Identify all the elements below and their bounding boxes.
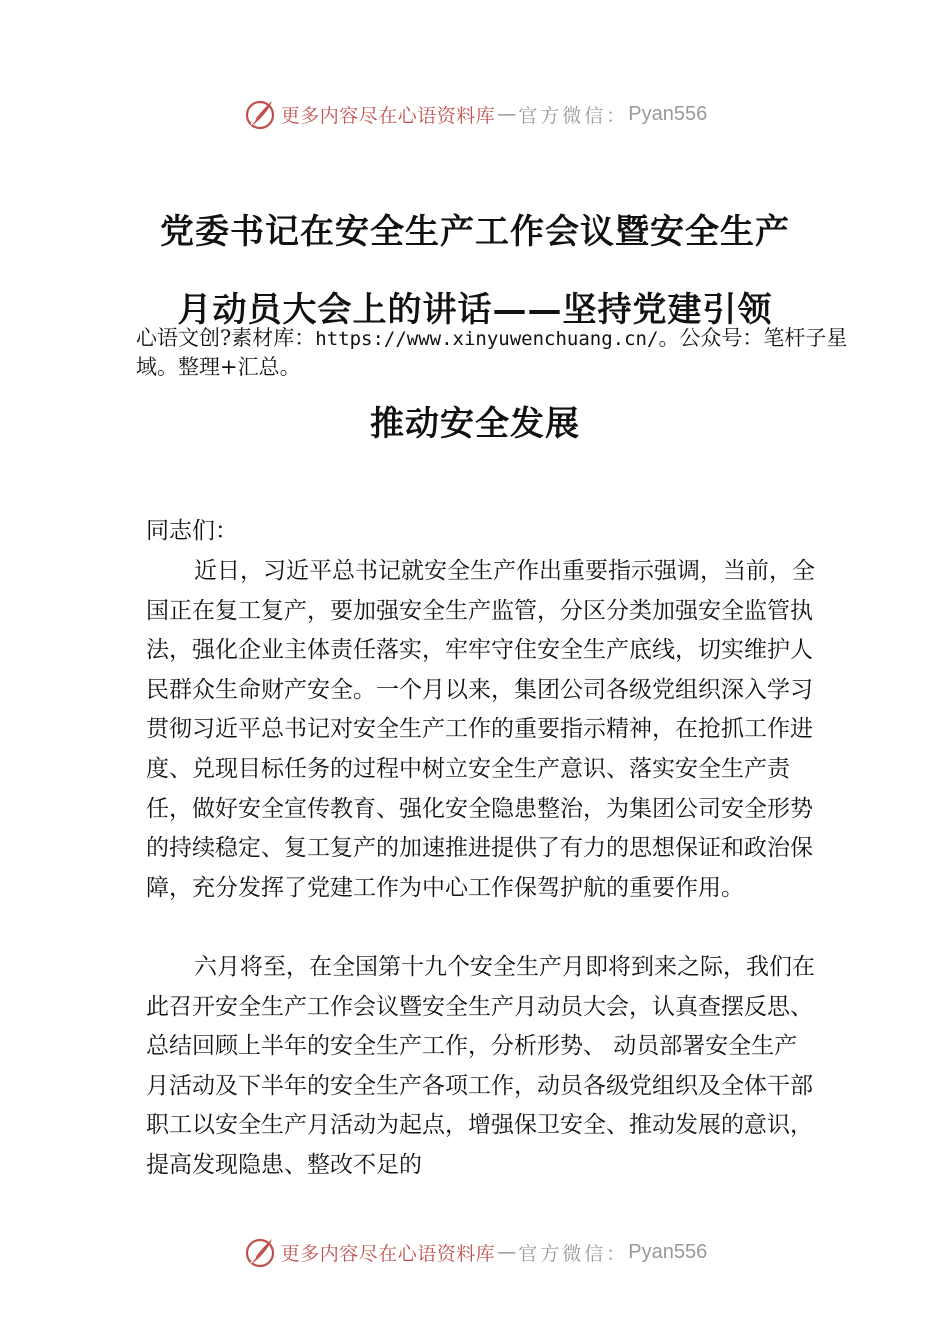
- banner-wechat-id: Pyan556: [628, 102, 708, 125]
- paragraph-2-text: 六月将至，在全国第十九个安全生产月即将到来之际，我们在此召开安全生产工作会议暨安全生产月动员大会，认真查摆反思、总结回顾上半年的安全生产工作，分析形势、 动员部署安全生产月活动及下半年的安全生产各项工作，动员各级党组织及全体干部职工以安全生产月活动为起点，增强保卫安全、推动发展的意识，提高发现隐患、整改不足的: [146, 954, 815, 1178]
- source-note-prefix: 心语文创?素材库：: [136, 326, 316, 350]
- source-note: [136, 324, 866, 381]
- paragraph-1-text: 近日，习近平总书记就安全生产作出重要指示强调，当前，全国正在复工复产，要加强安全生产监管，分区分类加强安全监管执法，强化企业主体责任落实，牢牢守住安全生产底线，切实维护人民群众生命财产安全。一个月以来，集团公司各级党组织深入学习贯彻习近平总书记对安全生产工作的重要指示精神，在抢抓工作进度、兑现目标任务的过程中树立安全生产意识、落实安全生产责任，做好安全宣传教育、强化安全隐患整治，为集团公司安全形势的持续稳定、复工复产的加速推进提供了有力的思想保证和政治保障，充分发挥了党建工作为中心工作保驾护航的重要作用。: [146, 558, 815, 901]
- doc-title-line-1: 党委书记在安全生产工作会议暨安全生产: [160, 212, 790, 252]
- banner-wechat-id: Pyan556: [628, 1240, 708, 1263]
- doc-title-line-3: 推动安全发展: [370, 404, 580, 444]
- banner-wechat-label: 官方微信：: [518, 1242, 629, 1265]
- greeting: [146, 512, 816, 552]
- banner-dash: —: [497, 1241, 517, 1263]
- banner-site-text: 更多内容尽在心语资料库: [280, 1242, 496, 1265]
- feather-pen-circle-icon: [243, 1235, 277, 1269]
- feather-pen-circle-icon: [243, 97, 277, 131]
- greeting-text: 同志们：: [146, 518, 238, 544]
- doc-title-line-2: 月动员大会上的讲话——坚持党建引领: [177, 290, 773, 330]
- banner-dash: —: [497, 103, 517, 125]
- paragraph-2: [146, 948, 816, 1186]
- source-note-url[interactable]: https://www.xinyuwenchuang.cn/: [315, 328, 659, 350]
- banner-wechat-label: 官方微信：: [518, 104, 629, 127]
- header-banner: [0, 94, 950, 134]
- source-note-suffix: 。公众号：笔杆子星域。整理+汇总。: [136, 326, 848, 379]
- banner-site-text: 更多内容尽在心语资料库: [280, 104, 496, 127]
- paragraph-1: [146, 552, 816, 908]
- footer-banner: [0, 1232, 950, 1272]
